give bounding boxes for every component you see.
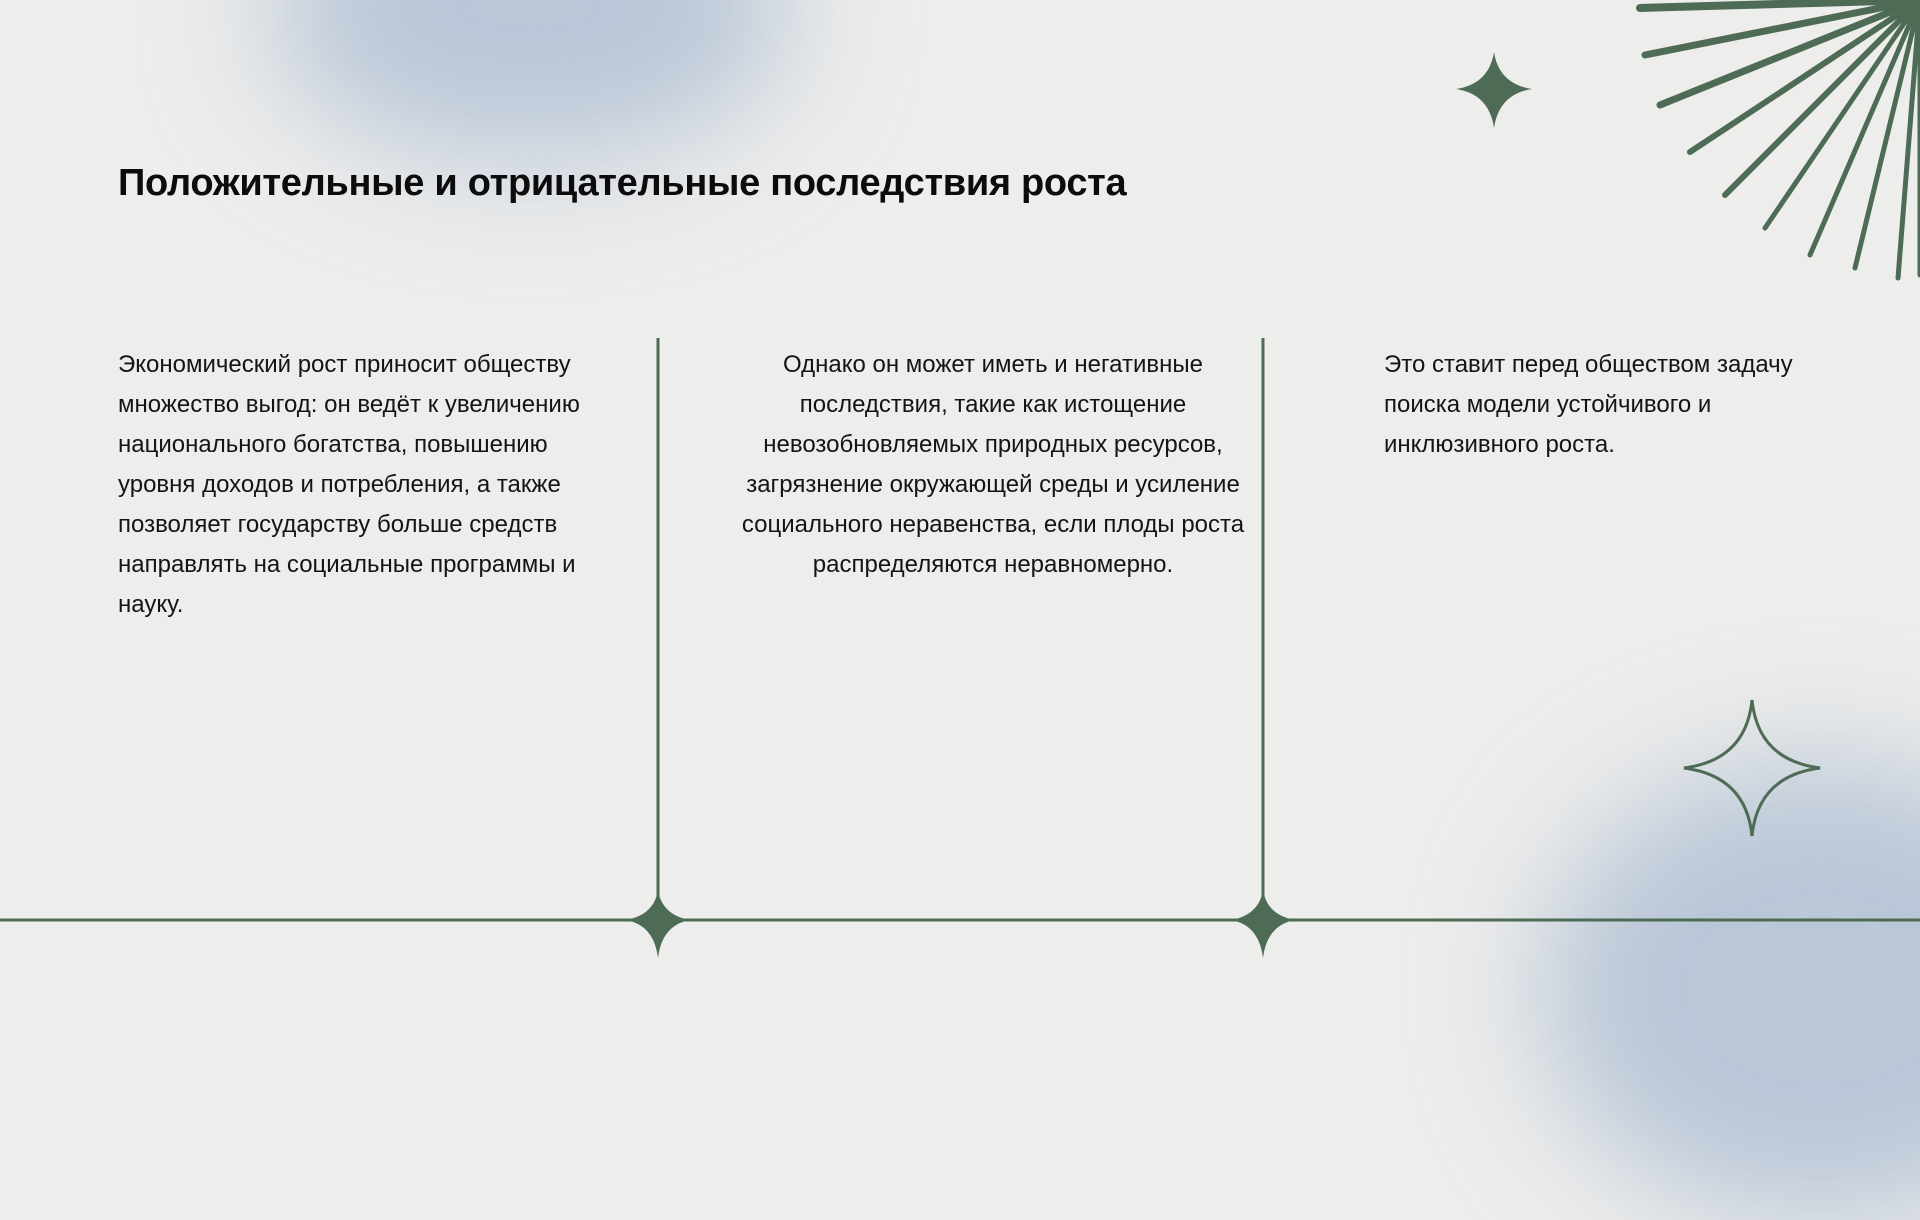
junction-star-icon xyxy=(1231,890,1295,958)
outline-star-icon xyxy=(1684,700,1820,836)
column-text-conclusion: Это ставит перед обществом задачу поиска модели устойчивого и инклюзивного роста. xyxy=(1384,351,1793,458)
column-text-negative: Однако он может иметь и негативные последствия, такие как истощение невозобновляемых природных ресурсов, загрязнение окружающей среды и усиление социального неравенства, если плоды роста распределяются неравномерно. xyxy=(741,351,1245,578)
column-text-positive: Экономический рост приносит обществу множество выгод: он ведёт к увеличению национального богатства, повышению уровня доходов и потребления, а также позволяет государству больше средств направлять на социальные программы и науку. xyxy=(118,351,580,618)
palm-leaf-icon xyxy=(1640,0,1920,278)
slide-title: Положительные и отрицательные последствия роста xyxy=(118,162,1127,204)
sparkle-star-icon xyxy=(1456,52,1532,128)
junction-star-icon xyxy=(626,890,690,958)
